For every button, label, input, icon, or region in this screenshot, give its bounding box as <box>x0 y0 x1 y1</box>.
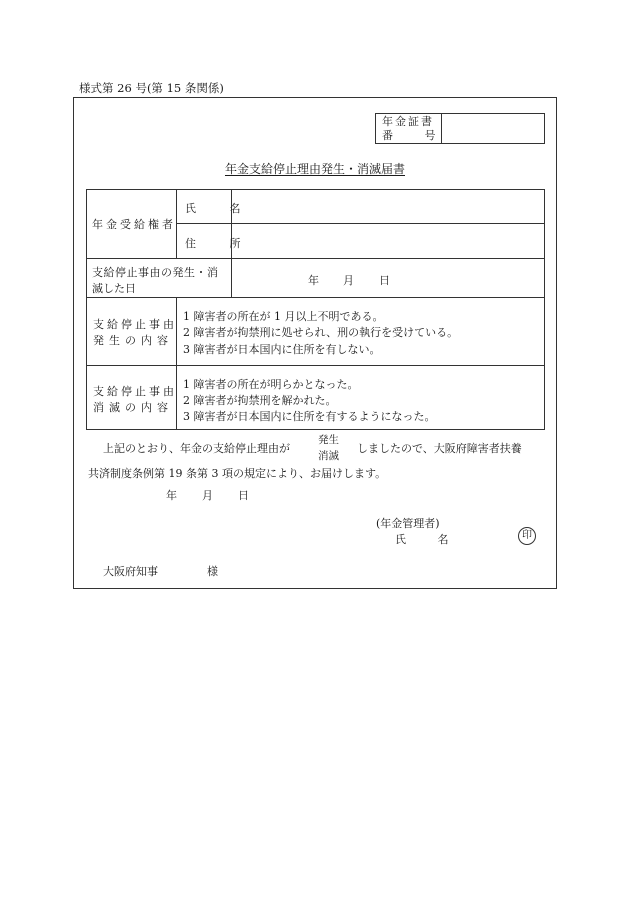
name-label: 氏 名 <box>185 202 256 215</box>
submission-year: 年 <box>166 489 177 502</box>
date-row-day: 日 <box>379 274 390 287</box>
date-row-label-line2: 滅した日 <box>92 282 136 295</box>
pension-number-label-line2: 番 号 <box>382 129 450 142</box>
pension-number-box <box>375 113 545 144</box>
date-row-label-line1: 支給停止事由の発生・消 <box>92 266 219 279</box>
info-table <box>86 189 545 430</box>
statement-line2: 共済制度条例第 19 条第 3 項の規定により、お届けします。 <box>88 467 387 480</box>
date-row-year: 年 <box>308 274 319 287</box>
extinction-item-3: 3 障害者が日本国内に住所を有するようになった。 <box>183 410 436 423</box>
occurrence-item-2: 2 障害者が拘禁刑に処せられ、刑の執行を受けている。 <box>183 326 459 339</box>
address-label: 住 所 <box>185 237 256 250</box>
addressee-name: 大阪府知事 <box>103 565 158 578</box>
manager-name-label: 氏 名 <box>395 533 463 546</box>
seal-mark: 印 <box>518 527 536 545</box>
statement-part2: しましたので、大阪府障害者扶養 <box>357 442 522 455</box>
submission-month: 月 <box>202 489 213 502</box>
occurrence-label-line1: 支給停止事由 <box>93 318 177 331</box>
statement-option-occur[interactable]: 発生 <box>318 434 339 446</box>
form-number: 様式第 26 号(第 15 条関係) <box>79 81 224 95</box>
extinction-item-2: 2 障害者が拘禁刑を解かれた。 <box>183 394 337 407</box>
manager-label: (年金管理者) <box>376 517 440 530</box>
rule-v-recipient <box>176 190 177 258</box>
rule-after-occurrence <box>87 365 544 366</box>
pension-number-label <box>382 115 450 143</box>
extinction-label-line1: 支給停止事由 <box>93 385 177 398</box>
date-row-month: 月 <box>343 274 354 287</box>
occurrence-item-3: 3 障害者が日本国内に住所を有しない。 <box>183 343 381 356</box>
rule-v-date <box>231 258 232 297</box>
statement-option-extinct[interactable]: 消滅 <box>318 450 339 462</box>
pension-number-label-line1: 年金証書 <box>382 115 434 128</box>
submission-day: 日 <box>238 489 249 502</box>
form-title <box>0 160 630 177</box>
statement-part1: 上記のとおり、年金の支給停止理由が <box>103 442 290 455</box>
occurrence-label-line2: 発生の内容 <box>93 334 173 347</box>
recipient-label: 年金受給権者 <box>92 218 176 231</box>
addressee-honorific: 様 <box>207 565 218 578</box>
rule-after-recipient <box>87 258 544 259</box>
pension-number-divider <box>441 114 442 143</box>
form-title-text: 年金支給停止理由発生・消滅届書 <box>224 162 405 176</box>
extinction-item-1: 1 障害者の所在が明らかとなった。 <box>183 378 359 391</box>
extinction-label-line2: 消滅の内容 <box>93 401 173 414</box>
occurrence-item-1: 1 障害者の所在が 1 月以上不明である。 <box>183 310 384 323</box>
rule-after-date <box>87 297 544 298</box>
